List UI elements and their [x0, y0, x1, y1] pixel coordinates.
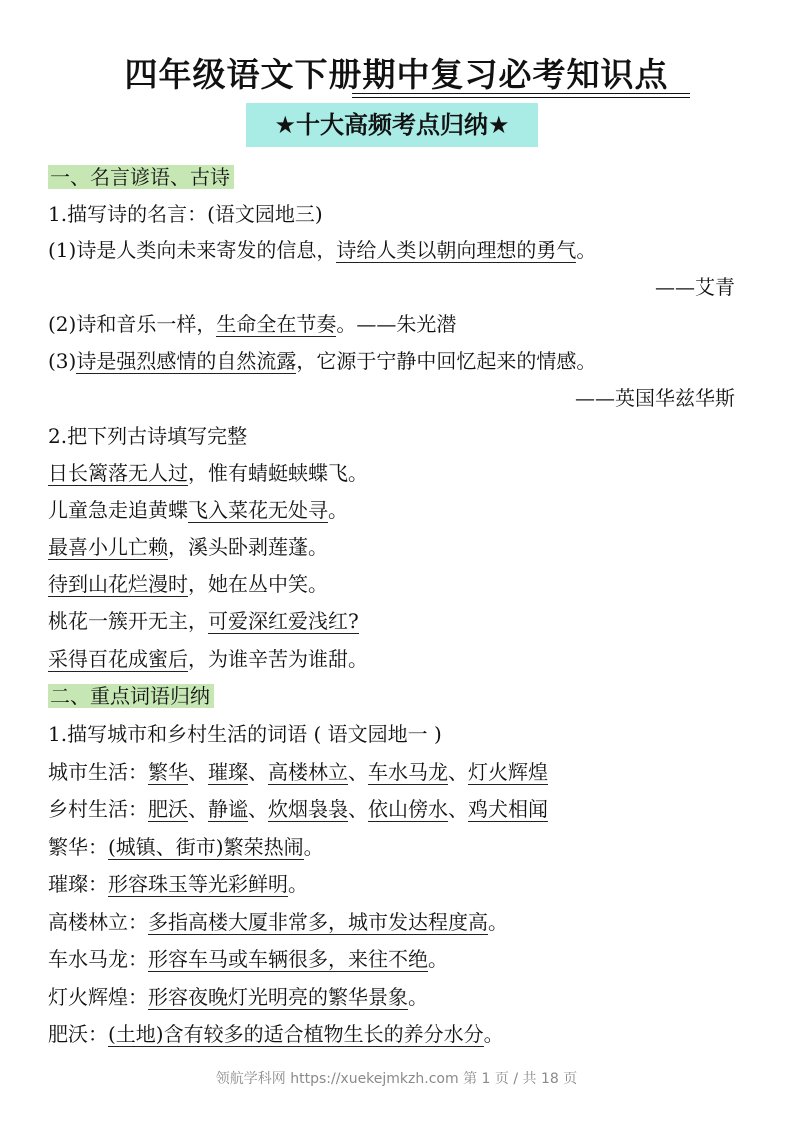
quote-author: ——英国华兹华斯: [575, 386, 735, 410]
definition-line: [48, 830, 324, 864]
poem-answer: 最喜小儿亡赖: [48, 535, 168, 559]
separator: 、: [248, 797, 268, 821]
section-heading-1: [48, 160, 234, 194]
separator: 、: [448, 797, 468, 821]
word: 繁华: [148, 760, 188, 784]
definition-term: 璀璨：: [48, 872, 108, 896]
definition-term: 高楼林立：: [48, 910, 148, 934]
poem-line: [48, 604, 359, 638]
poem-line: [48, 456, 368, 490]
separator: 、: [248, 760, 268, 784]
word-list-label: 城市生活：: [48, 760, 148, 784]
poem-text: 。: [328, 498, 348, 522]
quote-line: [48, 307, 456, 341]
quote-text: ，它源于宁静中回忆起来的情感。: [296, 349, 597, 373]
definition-line: [48, 1017, 504, 1051]
quote-text: 。——朱光潜: [336, 312, 457, 336]
definition-end: 。: [408, 985, 428, 1009]
poem-answer: 可爱深红爱浅红?: [208, 609, 359, 633]
quote-answer: 诗给人类以朝向理想的勇气: [336, 238, 577, 262]
poem-answer: 飞入菜花无处寻: [188, 498, 328, 522]
quote-text: (1)诗是人类向未来寄发的信息，: [48, 238, 337, 262]
poem-line: [48, 567, 328, 601]
quote-text: (3): [48, 349, 77, 373]
poem-line: [48, 530, 328, 564]
item-heading: 1.描写诗的名言：(语文园地三): [48, 202, 323, 226]
definition-term: 灯火辉煌：: [48, 985, 148, 1009]
poem-text: 桃花一簇开无主，: [48, 609, 208, 633]
definition-text: (土地)含有较多的适合植物生长的养分水分: [108, 1022, 484, 1046]
poem-line: [48, 642, 368, 676]
page-footer: 领航学科网 https://xuekejmkzh.com 第 1 页 / 共 18 页: [215, 1071, 578, 1087]
definition-text: 形容夜晚灯光明亮的繁华景象: [148, 985, 408, 1009]
definition-term: 车水马龙：: [48, 947, 148, 971]
word: 车水马龙: [368, 760, 448, 784]
word-list-label: 乡村生活：: [48, 797, 148, 821]
word: 鸡犬相闻: [468, 797, 548, 821]
definition-text: 形容珠玉等光彩鲜明: [108, 872, 288, 896]
word: 肥沃: [148, 797, 188, 821]
definition-text: 形容车马或车辆很多，来往不绝: [148, 947, 428, 971]
word: 依山傍水: [368, 797, 448, 821]
definition-text: 多指高楼大厦非常多，城市发达程度高: [148, 910, 488, 934]
quote-text: 。: [576, 238, 597, 262]
definition-text: (城镇、街市)繁荣热闹: [108, 835, 304, 859]
item-heading: 2.把下列古诗填写完整: [48, 424, 248, 448]
word: 炊烟袅袅: [268, 797, 348, 821]
poem-text: ，她在丛中笑。: [188, 572, 328, 596]
quote-author: ——艾青: [655, 275, 735, 299]
subtitle-banner: ★十大高频考点归纳★: [246, 103, 538, 147]
item-heading: 1.描写城市和乡村生活的词语 ( 语文园地一 ): [48, 722, 442, 746]
word-list-city: [48, 755, 548, 789]
poem-answer: 待到山花烂漫时: [48, 572, 188, 596]
definition-end: 。: [488, 910, 508, 934]
quote-answer: 生命全在节奏: [216, 312, 337, 336]
poem-text: ，为谁辛苦为谁甜。: [188, 647, 368, 671]
poem-answer: 日长篱落无人过: [48, 461, 188, 485]
definition-end: 。: [428, 947, 448, 971]
separator: 、: [348, 797, 368, 821]
section-heading-text: 二、重点词语归纳: [48, 684, 214, 708]
separator: 、: [448, 760, 468, 784]
word: 高楼林立: [268, 760, 348, 784]
quote-line: [48, 233, 596, 267]
poem-answer: 采得百花成蜜后: [48, 647, 188, 671]
definition-end: 。: [288, 872, 308, 896]
section-heading-2: [48, 679, 214, 713]
quote-answer: 诗是强烈感情的自然流露: [76, 349, 297, 373]
poem-text: ，惟有蜻蜓蛱蝶飞。: [188, 461, 368, 485]
poem-text: 儿童急走追黄蝶: [48, 498, 188, 522]
poem-text: ，溪头卧剥莲蓬。: [168, 535, 328, 559]
section-heading-text: 一、名言谚语、古诗: [48, 165, 234, 189]
definition-term: 肥沃：: [48, 1022, 108, 1046]
poem-line: [48, 493, 348, 527]
definition-line: [48, 980, 428, 1014]
definition-end: 。: [303, 835, 324, 859]
separator: 、: [188, 760, 208, 784]
word: 璀璨: [208, 760, 248, 784]
quote-text: (2)诗和音乐一样，: [48, 312, 217, 336]
definition-term: 繁华：: [48, 835, 108, 859]
separator: 、: [348, 760, 368, 784]
definition-line: [48, 942, 448, 976]
separator: 、: [188, 797, 208, 821]
page-title: 四年级语文下册期中复习必考知识点: [124, 55, 669, 94]
definition-line: [48, 905, 508, 939]
definition-line: [48, 867, 308, 901]
title-double-underline: [352, 93, 690, 98]
word-list-country: [48, 792, 548, 826]
quote-line: [48, 344, 596, 378]
word: 灯火辉煌: [468, 760, 548, 784]
definition-end: 。: [483, 1022, 504, 1046]
word: 静谧: [208, 797, 248, 821]
